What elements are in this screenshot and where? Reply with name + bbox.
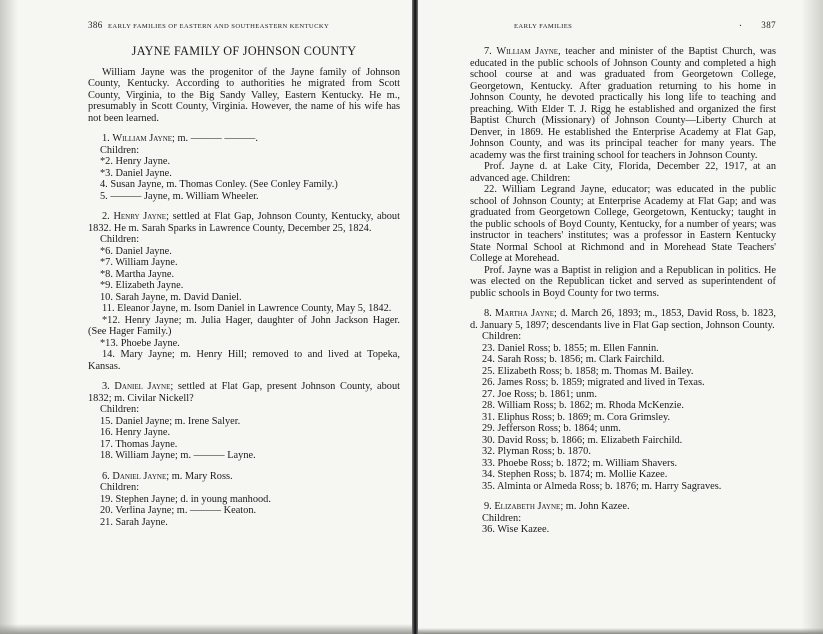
child-entry: 35. Alminta or Almeda Ross; b. 1876; m. Harry Sagraves. — [482, 480, 722, 492]
page-bottom-shadow — [0, 624, 412, 634]
child-entry: 24. Sarah Ross; b. 1856; m. Clark Fairchild. — [482, 354, 665, 365]
child-entry: 29. Jefferson Ross; b. 1864; unm. — [482, 423, 621, 434]
child-entry: 28. William Ross; b. 1862; m. Rhoda McKenzie. — [482, 400, 684, 411]
child-entry: 26. James Ross; b. 1859; migrated and lived in Texas. — [482, 377, 705, 388]
child-entry: 11. Eleanor Jayne, m. Isom Daniel in Lawrence County, May 5, 1842. — [102, 303, 392, 314]
page-edge-shadow — [801, 0, 823, 634]
child-entry: 34. Stephen Ross; b. 1874; m. Mollie Kazee. — [482, 469, 668, 480]
entry-heading: 6. Daniel Jayne; m. Mary Ross. — [102, 470, 233, 482]
entry-heading: 8. Martha Jayne; d. March 26, 1893; m., 1853, David Ross, b. 1823, d. January 5, 1897; descendants live in Flat Gap section, Johnson County. — [470, 308, 776, 331]
child-entry: 30. David Ross; b. 1866; m. Elizabeth Fairchild. — [482, 434, 683, 446]
entry-paragraph: Prof. Jayne was a Baptist in religion and a Republican in politics. He was elected on the Republican ticket and served as superintendent of public schools in Boyd County for two terms. — [470, 264, 776, 299]
child-entry: 21. Sarah Jayne. — [100, 516, 168, 528]
page-edge-shadow — [0, 0, 18, 634]
child-entry: 33. Phoebe Ross; b. 1872; m. William Shavers. — [482, 457, 678, 469]
child-entry: *9. Elizabeth Jayne. — [100, 280, 184, 291]
running-head: EARLY FAMILIES OF EASTERN AND SOUTHEASTERN KENTUCKY — [108, 23, 330, 30]
running-header — [470, 20, 776, 32]
child-entry: 14. Mary Jayne; m. Henry Hill; removed to and lived at Topeka, Kansas. — [88, 349, 400, 372]
right-page-content — [470, 20, 776, 536]
children-label: Children: — [100, 404, 140, 415]
child-entry: 20. Verlina Jayne; m. ——— Keaton. — [100, 505, 257, 516]
intro-paragraph: William Jayne was the progenitor of the Jayne family of Johnson County, Kentucky. According to authorities he migrated from Scott County, Virginia, to the Big Sandy Valley, Eastern Kentucky. He m., presumably in Scott County, Virginia. However, the name of his wife has not been learned. — [88, 66, 400, 124]
child-entry: 4. Susan Jayne, m. Thomas Conley. (See Conley Family.) — [100, 179, 338, 190]
child-entry: 16. Henry Jayne. — [100, 427, 171, 438]
child-entry: 32. Plyman Ross; b. 1870. — [482, 446, 591, 457]
child-entry: 15. Daniel Jayne; m. Irene Salyer. — [100, 415, 241, 427]
entry-heading: 1. William Jayne; m. ——— ———. — [102, 133, 258, 144]
child-entry: *13. Phoebe Jayne. — [100, 337, 180, 349]
child-entry: *2. Henry Jayne. — [100, 156, 171, 167]
children-label: Children: — [482, 512, 522, 524]
entry-paragraph: 22. William Legrand Jayne, educator; was educated in the public school of Johnson County; at Enterprise Academy at Flat Gap; and was graduated from Georgetown College, Georgetown, Kentucky; taught in the public schools of Boyd County, Kentucky, for a number of years; was instructor in teachers' institutes; was a professor in Eastern Kentucky State Normal School at Richmond and in Morehead State Teachers' College at Morehead. — [470, 184, 776, 264]
right-page — [418, 0, 823, 634]
page-bottom-shadow — [418, 628, 823, 634]
child-entry: *6. Daniel Jayne. — [100, 245, 172, 257]
child-entry: 10. Sarah Jayne, m. David Daniel. — [100, 291, 242, 303]
running-header — [88, 20, 400, 32]
entry-paragraph: Prof. Jayne d. at Lake City, Florida, December 22, 1917, at an advanced age. Children: — [470, 161, 776, 184]
left-page-content — [88, 20, 400, 528]
children-label: Children: — [100, 144, 140, 156]
entry-heading: 2. Henry Jayne; settled at Flat Gap, Johnson County, Kentucky, about 1832. He m. Sarah Sparks in Lawrence County, December 25, 1824. — [88, 211, 400, 234]
child-entry: 31. Eliphus Ross; b. 1869; m. Cora Grimsley. — [482, 411, 671, 423]
children-label: Children: — [482, 331, 522, 342]
child-entry: *7. William Jayne. — [100, 257, 178, 268]
running-head: EARLY FAMILIES — [514, 23, 573, 30]
entry-heading: 3. Daniel Jayne; settled at Flat Gap, present Johnson County, about 1832; m. Civilar Nickell? — [88, 381, 400, 404]
child-entry: 19. Stephen Jayne; d. in young manhood. — [100, 493, 271, 505]
entry-paragraph: 7. William Jayne, teacher and minister of the Baptist Church, was educated in the public schools of Johnson County and completed a high school course at and was graduated from Georgetown College, Georgetown, Kentucky. After graduation returning to his home in Johnson County, he devoted practically his long life to teaching and preaching. With Elder T. J. Rigg he established and organized the first Baptist Church (Missionary) of Johnson County—Liberty Church at Denver, in 1869. He established the Enterprise Academy at Flat Gap, Johnson County, and was its principal teacher for many years. The academy was the first training school for teachers in Johnson County. — [470, 46, 776, 161]
entry-heading: 9. Elizabeth Jayne; m. John Kazee. — [484, 501, 630, 512]
child-entry: 18. William Jayne; m. ——— Layne. — [100, 450, 256, 461]
page-number: 387 — [761, 20, 776, 30]
page-title: JAYNE FAMILY OF JOHNSON COUNTY — [131, 44, 357, 58]
child-entry: *8. Martha Jayne. — [100, 268, 175, 280]
page-number: 386 — [88, 20, 103, 30]
child-entry: *3. Daniel Jayne. — [100, 167, 172, 179]
child-entry: 5. ——— Jayne, m. William Wheeler. — [100, 190, 259, 202]
child-entry: *12. Henry Jayne; m. Julia Hager, daughter of John Jackson Hager. (See Hager Family.) — [88, 314, 400, 337]
child-entry: 36. Wise Kazee. — [482, 524, 550, 535]
child-entry: 17. Thomas Jayne. — [100, 438, 178, 450]
children-label: Children: — [100, 234, 140, 245]
child-entry: 23. Daniel Ross; b. 1855; m. Ellen Fannin. — [482, 342, 659, 354]
page-dot-mark: . — [739, 18, 742, 29]
children-label: Children: — [100, 482, 140, 493]
child-entry: 25. Elizabeth Ross; b. 1858; m. Thomas M. Bailey. — [482, 365, 694, 377]
child-entry: 27. Joe Ross; b. 1861; unm. — [482, 388, 597, 400]
